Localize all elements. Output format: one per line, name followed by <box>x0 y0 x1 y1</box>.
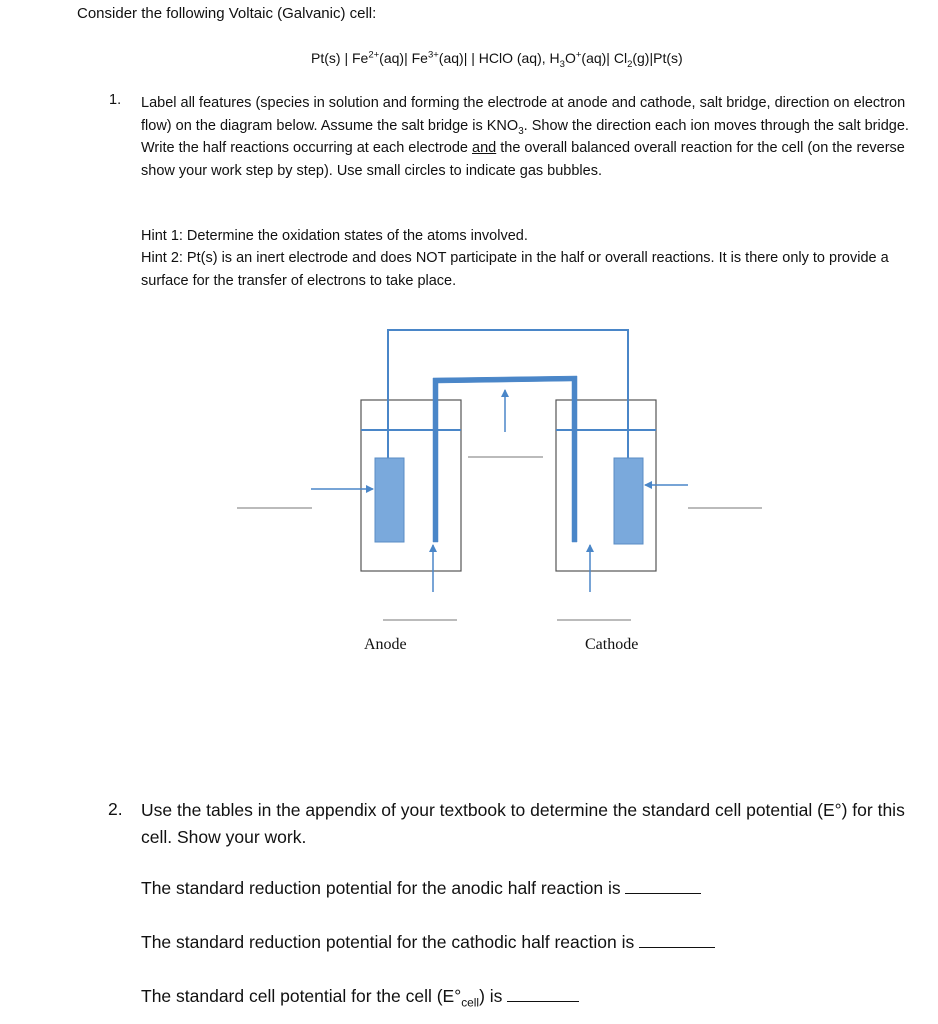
intro-text: Consider the following Voltaic (Galvanic) cell: <box>77 5 377 22</box>
anode-label: Anode <box>364 636 407 653</box>
hint-2: Hint 2: Pt(s) is an inert electrode and does NOT participate in the half or overall reactions. It is there only to provide a surface for the transfer of electrons to take place. <box>141 250 889 289</box>
question-1-number: 1. <box>109 92 122 108</box>
hint-1: Hint 1: Determine the oxidation states of the atoms involved. <box>141 228 528 244</box>
cell-potential-blank[interactable] <box>507 987 579 1002</box>
cathodic-potential-line: The standard reduction potential for the cathodic half reaction is <box>141 932 715 953</box>
anodic-potential-line: The standard reduction potential for the anodic half reaction is <box>141 878 701 899</box>
anodic-potential-blank[interactable] <box>625 879 701 894</box>
question-2-text: Use the tables in the appendix of your textbook to determine the standard cell potential (E°) for this cell. Show your work. <box>141 800 905 847</box>
question-2-number: 2. <box>108 799 123 819</box>
cathodic-potential-blank[interactable] <box>639 933 715 948</box>
cathode-label: Cathode <box>585 636 639 653</box>
anode-electrode <box>375 458 404 542</box>
external-wire <box>388 330 628 505</box>
question-1-text: Label all features (species in solution and forming the electrode at anode and cathode, salt bridge, direction on electron flow) on the diagram below. Assume the salt bridge is $KNO_3$. Show the direction each ion moves through the salt bridge. Write the half reactions occurring at each electrode and the overall balanced overall reaction for the cell (on the reverse show your work step by step). Use small circles to indicate gas bubbles. <box>141 95 909 179</box>
cell-notation: Pt(s) | $Fe^{2+}(aq)|$ $Fe^{3+}(aq)|$ | HClO (aq), $H_3O^+(aq)|$ $Cl_2(g)|Pt(s)$ <box>311 49 683 70</box>
cathode-electrode <box>614 458 643 544</box>
cell-potential-line: The standard cell potential for the cell $(E^\circ_{cell})$ is <box>141 986 579 1007</box>
